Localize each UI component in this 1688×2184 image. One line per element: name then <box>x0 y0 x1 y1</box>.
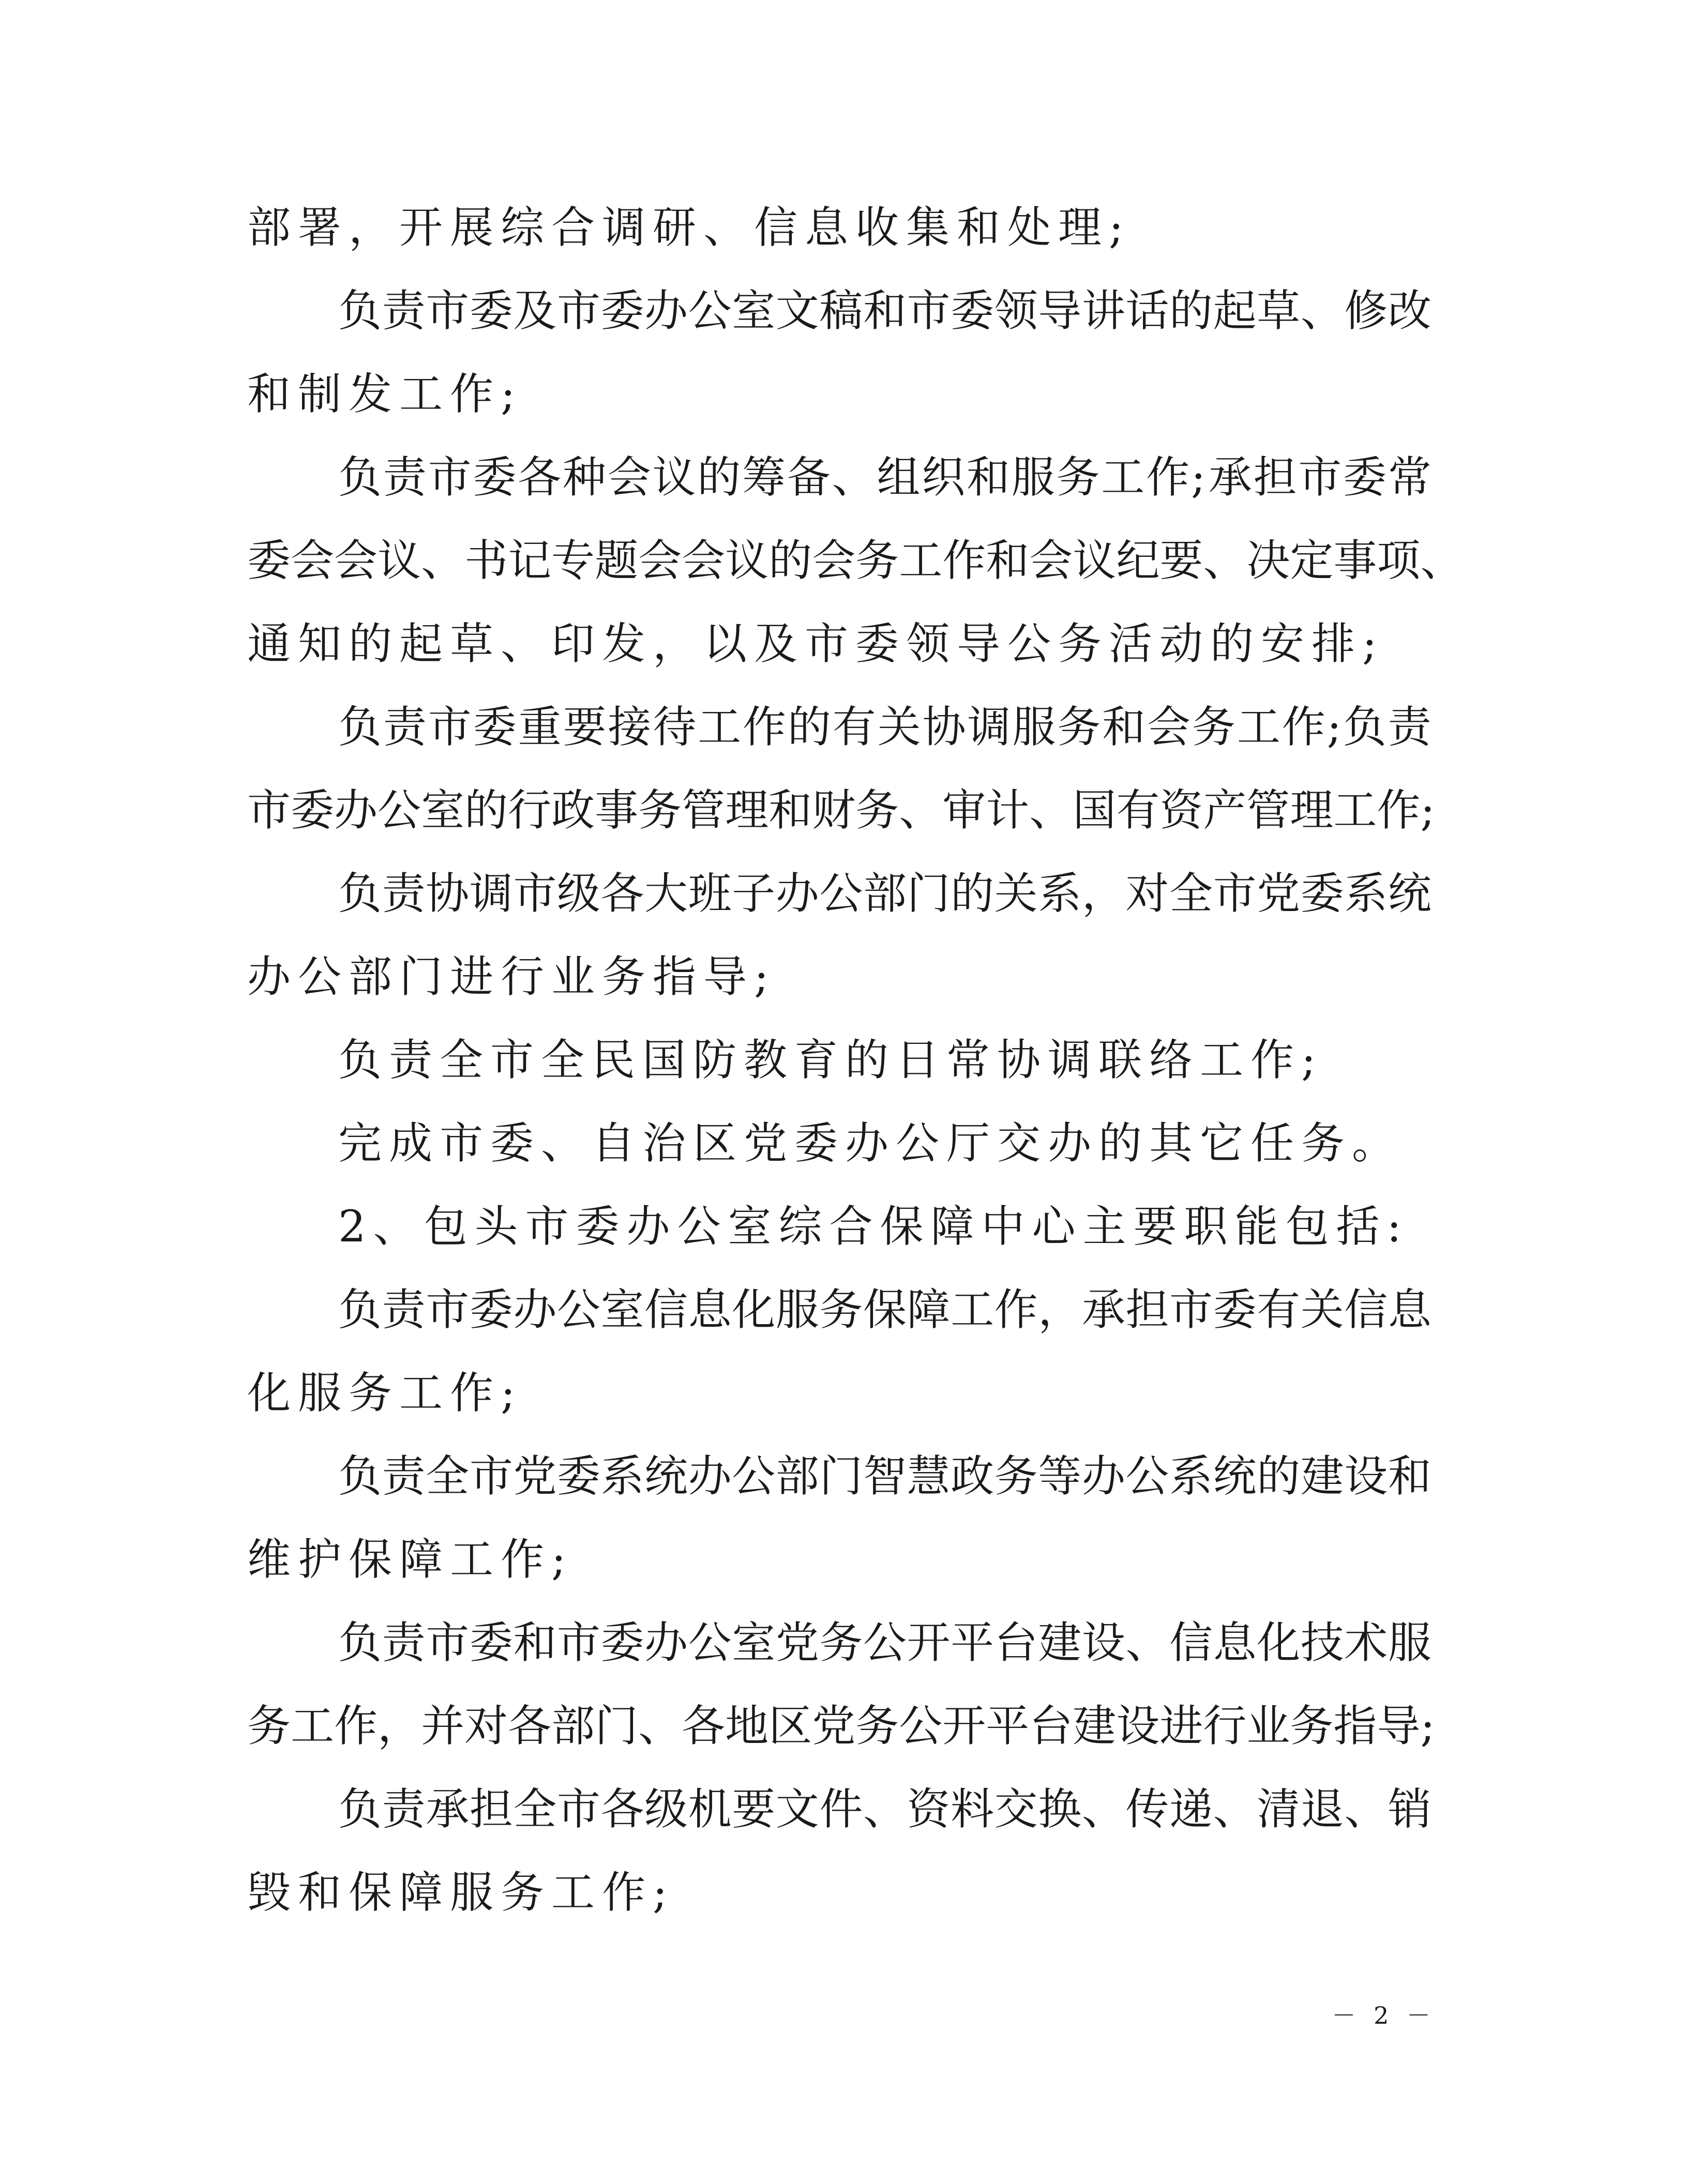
text-line: 负 责 市 委 各 种 会 议 的 筹 备 、 组 织 和 服 务 工 作 ; 承 担 市 委 常 <box>338 452 1431 503</box>
text-line <box>247 1352 1431 1435</box>
text-line <box>247 1019 1431 1102</box>
text-line-content: 通知的起草、印发，以及市委领导公务活动的安排; <box>247 618 1384 669</box>
text-line: 市 委 办 公 室 的 行 政 事 务 管 理 和 财 务 、 审 计 、 国 有 资 产 管 理 工 作 ; <box>247 785 1435 836</box>
text-line: 负 责 承 担 全 市 各 级 机 要 文 件 、 资 料 交 换 、 传 递 、 清 退 、 销 <box>338 1784 1431 1834</box>
body-text <box>247 186 1464 1934</box>
text-line-content: 办公部门进行业务指导; <box>247 951 776 1002</box>
text-line <box>247 186 1431 269</box>
text-line: 务 工 作 ， 并 对 各 部 门 、 各 地 区 党 务 公 开 平 台 建 设 进 行 业 务 指 导 ; <box>247 1701 1435 1751</box>
text-line: 委 会 会 议 、 书 记 专 题 会 会 议 的 会 务 工 作 和 会 议 纪 要 、 决 定 事 项 、 <box>247 535 1464 586</box>
text-line-content: 和制发工作; <box>247 369 523 419</box>
text-line: 负 责 市 委 办 公 室 信 息 化 服 务 保 障 工 作 ， 承 担 市 委 有 关 信 息 <box>338 1284 1431 1335</box>
text-line: 负 责 市 委 和 市 委 办 公 室 党 务 公 开 平 台 建 设 、 信 息 化 技 术 服 <box>338 1617 1431 1668</box>
text-line-content: 维护保障工作; <box>247 1534 574 1585</box>
text-line-content: 负责全市全民国防教育的日常协调联络工作; <box>338 1035 1323 1085</box>
text-line-content: 2、包头市委办公室综合保障中心主要职能包括: <box>338 1201 1409 1252</box>
text-line: 负 责 市 委 及 市 委 办 公 室 文 稿 和 市 委 领 导 讲 话 的 起 草 、 修 改 <box>338 285 1431 336</box>
text-line: 负 责 全 市 党 委 系 统 办 公 部 门 智 慧 政 务 等 办 公 系 统 的 建 设 和 <box>338 1451 1431 1502</box>
text-line: 负 责 市 委 重 要 接 待 工 作 的 有 关 协 调 服 务 和 会 务 工 作 ; 负 责 <box>338 702 1431 752</box>
text-line-content: 化服务工作; <box>247 1368 523 1418</box>
text-line <box>247 935 1431 1019</box>
text-line <box>247 1185 1431 1268</box>
text-line <box>247 602 1431 686</box>
text-line-content: 完成市委、自治区党委办公厅交办的其它任务。 <box>338 1118 1403 1169</box>
text-line <box>247 1518 1431 1601</box>
page-number: － 2 － <box>1332 2001 1436 2029</box>
text-line <box>247 1851 1431 1934</box>
text-line <box>247 353 1431 436</box>
text-line <box>247 1102 1431 1185</box>
text-line-content: 部署，开展综合调研、信息收集和处理; <box>247 202 1131 253</box>
text-line-content: 毁和保障服务工作; <box>247 1867 675 1918</box>
text-line: 负 责 协 调 市 级 各 大 班 子 办 公 部 门 的 关 系 ， 对 全 市 党 委 系 统 <box>338 868 1431 919</box>
